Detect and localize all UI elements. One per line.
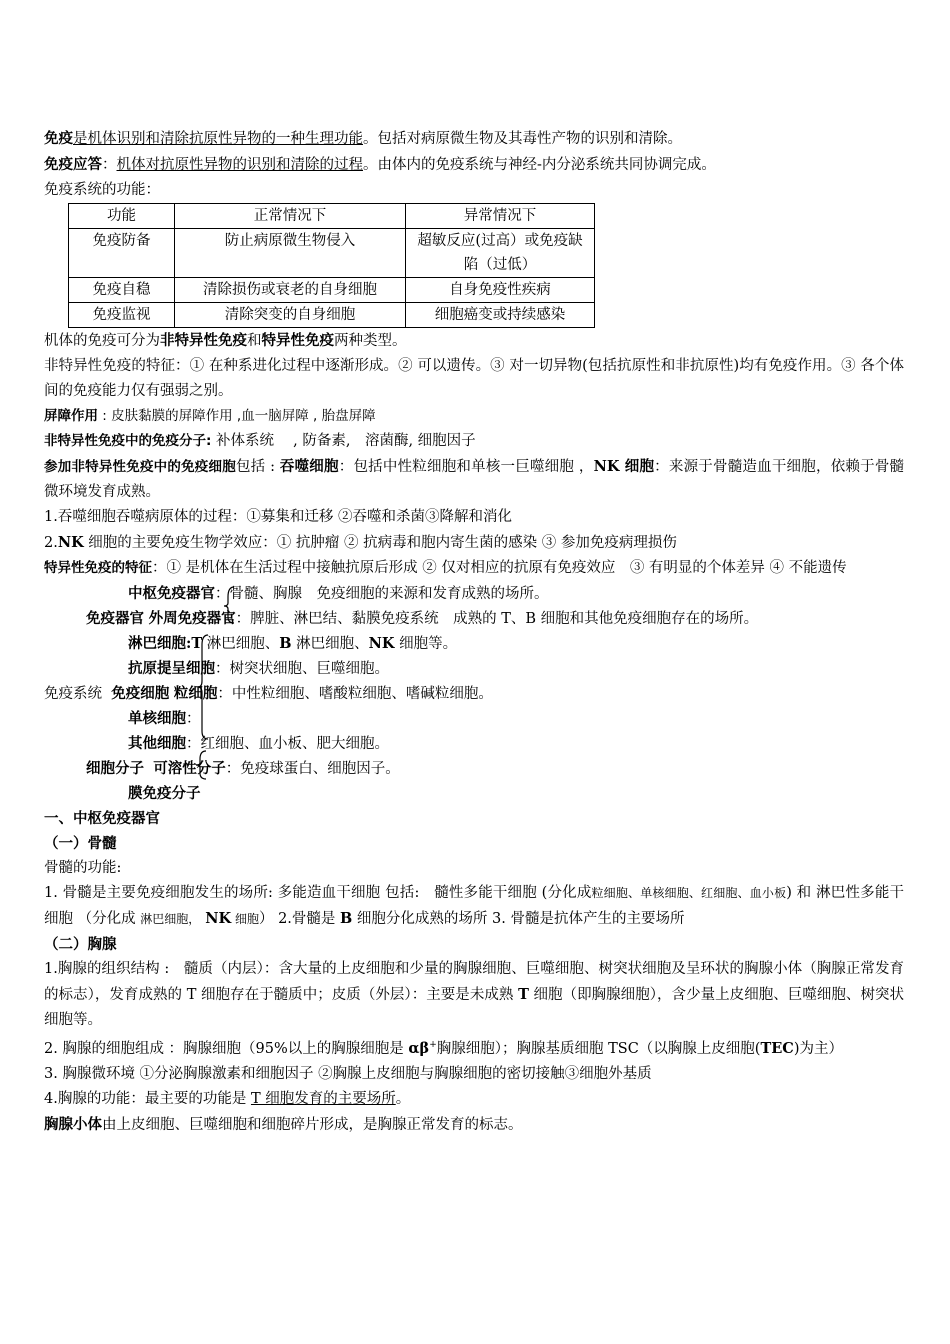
monocyte-row (128, 706, 201, 732)
nk-text: 细胞的主要免疫生物学效应：① 抗肿瘤 ② 抗病毒和胞内寄生菌的感染 ③ 参加免疫病理损伤 (83, 535, 677, 551)
table-cell: 超敏反应(过高）或免疫缺陷（过低） (406, 229, 595, 278)
bm-t2: ) 和 淋巴性多能干细胞 （分化成 (44, 885, 904, 927)
table-cell: 清除突变的自身细胞 (175, 303, 406, 328)
peripheral-organ-label: 外周免疫器官 (148, 610, 236, 627)
term-phagocyte: 吞噬细胞 (279, 458, 339, 475)
table-cell: 防止病原微生物侵入 (175, 229, 406, 278)
types-and: 和 (247, 333, 262, 349)
thymus-microenvironment: 3. 胸腺微环境 ①分泌胸腺激素和细胞因子 ②胸腺上皮细胞与胸腺细胞的密切接触③细胞外基质 (44, 1065, 652, 1082)
peripheral-organ-text: ：脾脏、淋巴结、黏膜免疫系统 成熟的 T、B 细胞和其他免疫细胞存在的场所。 (235, 611, 759, 627)
thymic-corpuscle-text: 由上皮细胞、巨噬细胞和细胞碎片形成，是胸腺正常发育的标志。 (102, 1116, 523, 1133)
types-pre: 机体的免疫可分为 (44, 333, 160, 349)
table-cell: 自身免疫性疾病 (406, 278, 595, 303)
soluble-molecule-row (86, 756, 400, 782)
barrier-label: 屏障作用 (44, 408, 98, 424)
term-specific: 特异性免疫 (261, 332, 334, 349)
immune-system-tree (44, 581, 904, 806)
nk-bold: NK (57, 534, 84, 551)
monocyte-text: ： (186, 711, 201, 727)
immunity-types (44, 328, 904, 354)
central-organ-text: ：骨髓、胸腺 免疫细胞的来源和发育成熟的场所。 (215, 586, 549, 602)
term-immunity: 免疫 (44, 130, 73, 147)
bm-s2: 淋巴细胞， (140, 912, 201, 926)
function-table (68, 203, 595, 328)
table-cell: 清除损伤或衰老的自身细胞 (175, 278, 406, 303)
central-organ-label: 中枢免疫器官 (128, 585, 215, 602)
apc-text: ：树突状细胞、巨噬细胞。 (215, 661, 389, 677)
nonspecific-features: 非特异性免疫的特征：① 在种系进化过程中逐渐形成。② 可以遗传。③ 对一切异物(包括抗原性和非抗原性)均有免疫作用。③ 各个体间的免疫能力仅有强弱之别。 (44, 358, 904, 399)
thymic-corpuscle (44, 1112, 904, 1138)
lymphocyte-label: 淋巴细胞: (128, 635, 192, 652)
table-cell: 免疫监视 (69, 303, 175, 328)
table-header: 功能 (69, 204, 175, 229)
thymus2-mid: 胸腺细胞）；胸腺基质细胞 TSC（以胸腺上皮细胞( (436, 1040, 761, 1057)
subsection-heading-thymus: （二）胸腺 (44, 936, 117, 953)
table-cell: 免疫防备 (69, 229, 175, 278)
specific-features (44, 556, 904, 581)
function-table-caption: 免疫系统的功能： (44, 182, 160, 198)
other-cell-row (128, 731, 389, 757)
section-heading-central-organs: 一、中枢免疫器官 (44, 810, 160, 827)
granulocyte-row (44, 681, 493, 707)
table-row (69, 303, 595, 328)
lymphocyte-row (128, 631, 457, 657)
lymph-nk: NK (368, 635, 395, 652)
def-immunity: 是机体识别和清除抗原性异物的一种生理功能 (73, 131, 363, 147)
def-immune-response: 机体对抗原性异物的识别和清除的过程 (116, 157, 363, 173)
table-header: 异常情况下 (406, 204, 595, 229)
term-nk-cell: NK 细胞 (593, 458, 655, 475)
membrane-molecule-row (128, 781, 201, 807)
thymus4-pre: 4.胸腺的功能：最主要的功能是 (44, 1090, 251, 1107)
specific-text: ：① 是机体在生活过程中接触抗原后形成 ② 仅对相应的抗原有免疫效应 ③ 有明显的个体差异 ④ 不能遗传 (152, 560, 847, 576)
cells-t2: ：包括中性粒细胞和单核一巨噬细胞 ， (338, 459, 594, 475)
document-page (44, 126, 904, 1138)
bone-marrow-function-title: 骨髓的功能: (44, 860, 122, 876)
nk-effect (44, 530, 904, 556)
immune-response-definition (44, 152, 904, 178)
table-header-row (69, 204, 595, 229)
cells-t1: 包括 : (235, 459, 280, 475)
thymus2-pre: 2. 胸腺的细胞组成 ：胸腺细胞（95%以上的胸腺细胞是 (44, 1040, 409, 1057)
immunity-rest: 。包括对病原微生物及其毒性产物的识别和清除。 (363, 131, 682, 147)
lymph-t-text: 淋巴细胞、 (202, 636, 280, 652)
thymus1-post: 细胞（即胸腺细胞），含少量上皮细胞、巨噬细胞、树突状细胞等。 (44, 987, 905, 1028)
table-header: 正常情况下 (175, 204, 406, 229)
molecules-line (44, 429, 904, 454)
term-nonspecific: 非特异性免疫 (160, 332, 247, 349)
molecules-label: 非特异性免疫中的免疫分子: (44, 433, 212, 449)
apc-row (128, 656, 389, 682)
thymus1-t: T (518, 986, 529, 1003)
cells-line (44, 454, 904, 505)
immune-system-label: 免疫系统 (44, 686, 102, 702)
central-organ-row (128, 581, 549, 607)
granulocyte-text: ：中性粒细胞、嗜酸粒细胞、嗜碱粒细胞。 (217, 686, 493, 702)
term-immune-response: 免疫应答 (44, 156, 102, 173)
thymus2-post: )为主） (793, 1040, 844, 1057)
lymph-nk-text: 细胞等。 (394, 636, 458, 652)
table-row (69, 278, 595, 303)
thymus2-tec: TEC (760, 1039, 794, 1057)
immunity-definition (44, 126, 904, 152)
cells-t3: ：来源于骨髓造血干细胞，依赖于骨髓微环境发育成熟。 (44, 459, 905, 500)
table-row (69, 229, 595, 278)
table-cell: 免疫自稳 (69, 278, 175, 303)
soluble-molecule-text: ：免疫球蛋白、细胞因子。 (225, 761, 400, 777)
soluble-molecule-label: 可溶性分子 (153, 760, 226, 777)
other-cell-text: ：红细胞、血小板、肥大细胞。 (186, 736, 389, 752)
types-post: 两种类型。 (334, 333, 407, 349)
bone-marrow-functions (44, 881, 904, 932)
immune-response-rest: 。由体内的免疫系统与神经-内分泌系统共同协调完成。 (363, 157, 716, 173)
thymus4-u: T 细胞发育的主要场所 (250, 1090, 396, 1107)
thymic-corpuscle-label: 胸腺小体 (44, 1115, 102, 1133)
bm-s1: 粒细胞、单核细胞、红细胞、血小板 (591, 886, 787, 900)
thymus-cells (44, 1033, 904, 1062)
table-cell: 细胞癌变或持续感染 (406, 303, 595, 328)
lymph-b: B (279, 635, 292, 652)
bm-nk: NK (200, 910, 232, 927)
bm-t1: 1. 骨髓是主要免疫细胞发生的场所: 多能造血干细胞 包括: 髓性多能干细胞 (分化成 (44, 885, 592, 901)
lymph-t: T (191, 635, 203, 652)
bm-b: B (340, 910, 353, 927)
monocyte-label: 单核细胞 (128, 710, 186, 727)
membrane-molecule-label: 膜免疫分子 (128, 785, 201, 802)
thymus1-pre: 1.胸腺的组织结构 : 髓质（内层）：含大量的上皮细胞和少量的胸腺细胞、巨噬细胞、树突状细胞及呈环状的胸腺小体（胸腺正常发育的标志），发育成熟的 T 细胞存在于髓质中；皮质（外层）：主要是未成熟 (44, 961, 904, 1003)
lymph-b-text: 淋巴细胞、 (291, 636, 369, 652)
bm-s3: 细胞 (231, 912, 259, 926)
colon: ： (102, 157, 117, 173)
cells-label: 参加非特异性免疫中的免疫细胞 (44, 459, 236, 475)
other-cell-label: 其他细胞 (128, 735, 186, 752)
specific-label: 特异性免疫的特征 (44, 560, 152, 576)
bm-t3: ） 2.骨髓是 (258, 911, 341, 927)
thymus-function (44, 1087, 904, 1112)
thymus4-post: 。 (395, 1090, 411, 1107)
cell-molecule-label: 细胞分子 (86, 760, 144, 777)
nk-pre: 2. (44, 535, 58, 551)
phagocytosis-process: 1.吞噬细胞吞噬病原体的过程：①募集和迁移 ②吞噬和杀菌③降解和消化 (44, 509, 512, 525)
thymus-structure (44, 957, 904, 1033)
barrier-text: : 皮肤黏膜的屏障作用 ,血一脑屏障 , 胎盘屏障 (98, 408, 376, 424)
apc-label: 抗原提呈细胞 (128, 660, 215, 677)
immune-organ-label: 免疫器官 (86, 610, 144, 627)
granulocyte-label: 粒细胞 (173, 685, 218, 702)
immune-cell-label: 免疫细胞 (111, 685, 170, 702)
thymus2-sup: + (429, 1040, 437, 1050)
subsection-heading-bone-marrow: （一）骨髓 (44, 835, 117, 852)
bm-t4: 细胞分化成熟的场所 3. 骨髓是抗体产生的主要场所 (352, 911, 685, 927)
molecules-text: 补体系统 , 防备素, 溶菌酶, 细胞因子 (211, 433, 476, 449)
barrier-line (44, 404, 904, 429)
thymus2-ab: αβ (408, 1039, 430, 1057)
peripheral-organ-row (86, 606, 758, 632)
